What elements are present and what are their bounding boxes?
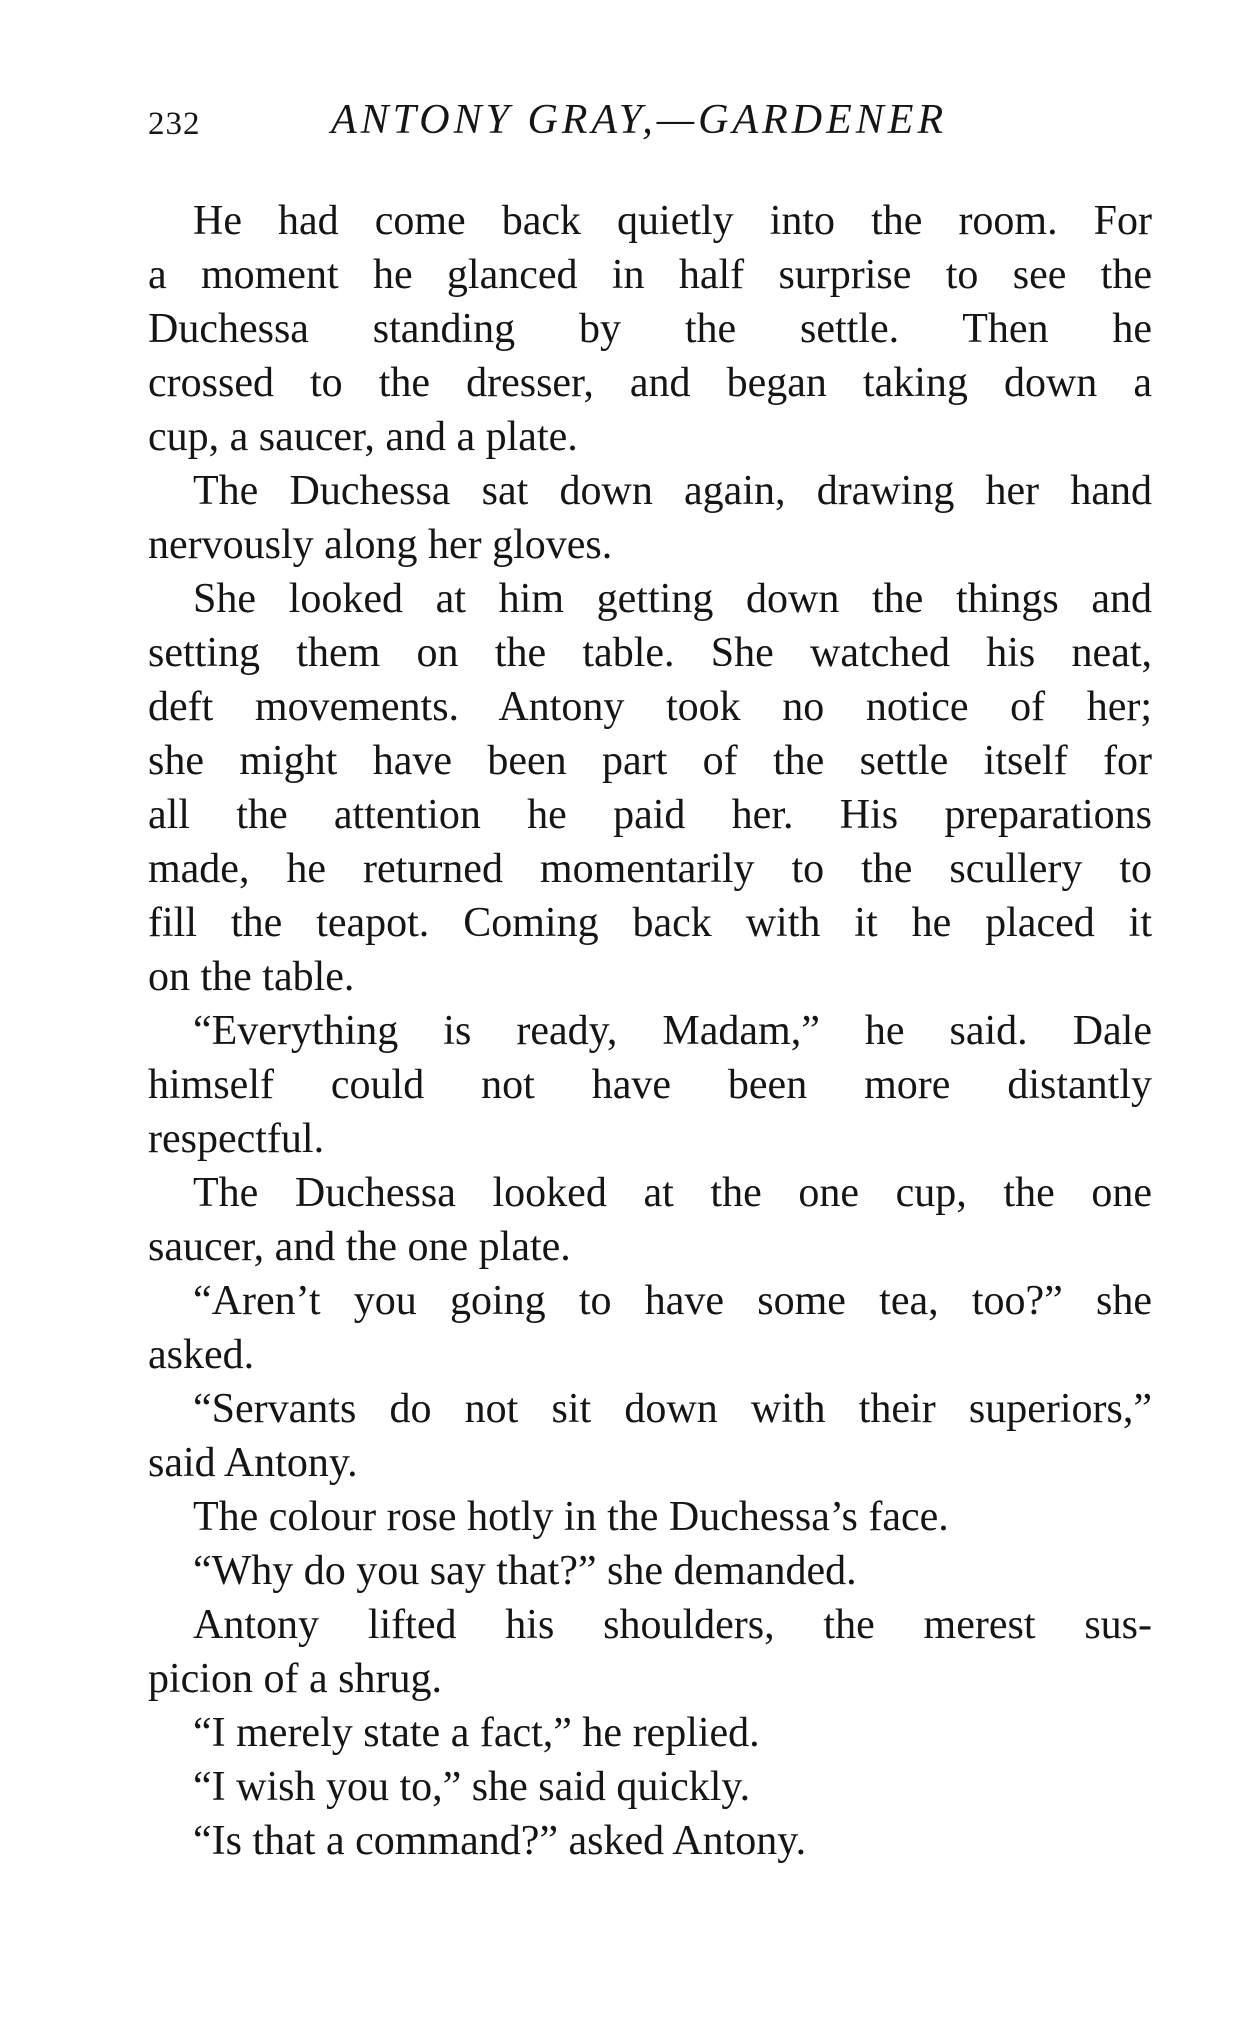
paragraph [148, 194, 1152, 464]
paragraph [148, 1274, 1152, 1382]
text-line: “Is that a command?” asked Antony. [193, 1818, 807, 1864]
text-line: picion of a shrug. [148, 1656, 442, 1702]
text-line: setting them on the table. She watched his neat, [148, 630, 1152, 676]
paragraph [148, 1760, 1152, 1814]
paragraph [148, 1166, 1152, 1274]
text-line: The Duchessa sat down again, drawing her hand [193, 468, 1152, 514]
text-line: asked. [148, 1332, 255, 1378]
text-line: made, he returned momentarily to the scullery to [148, 846, 1152, 892]
text-line: himself could not have been more distantly [148, 1062, 1152, 1108]
text-line: a moment he glanced in half surprise to see the [148, 252, 1152, 298]
text-line: “Everything is ready, Madam,” he said. Dale [193, 1008, 1152, 1054]
text-line: all the attention he paid her. His preparations [148, 792, 1152, 838]
text-line: “Why do you say that?” she demanded. [193, 1548, 857, 1594]
text-line: The colour rose hotly in the Duchessa’s face. [193, 1494, 949, 1540]
text-line: saucer, and the one plate. [148, 1224, 571, 1270]
text-line: said Antony. [148, 1440, 358, 1486]
body-text [148, 194, 1152, 1868]
text-line: “Servants do not sit down with their superiors,” [193, 1386, 1152, 1432]
paragraph [148, 464, 1152, 572]
paragraph [148, 572, 1152, 1004]
text-line: “I merely state a fact,” he replied. [193, 1710, 760, 1756]
paragraph [148, 1706, 1152, 1760]
paragraph [148, 1382, 1152, 1490]
paragraph [148, 1004, 1152, 1166]
text-line: deft movements. Antony took no notice of her; [148, 684, 1152, 730]
paragraph [148, 1490, 1152, 1544]
text-line: respectful. [148, 1116, 325, 1162]
paragraph [148, 1598, 1152, 1706]
running-title: ANTONY GRAY,—GARDENER [331, 97, 948, 143]
text-line: Antony lifted his shoulders, the merest sus- [193, 1602, 1152, 1648]
text-line: Duchessa standing by the settle. Then he [148, 306, 1152, 352]
running-head [148, 96, 1148, 152]
text-line: crossed to the dresser, and began taking down a [148, 360, 1152, 406]
text-line: nervously along her gloves. [148, 522, 613, 568]
text-line: He had come back quietly into the room. For [193, 198, 1152, 244]
text-line: “Aren’t you going to have some tea, too?” she [193, 1278, 1152, 1324]
paragraph [148, 1814, 1152, 1868]
text-line: fill the teapot. Coming back with it he placed it [148, 900, 1152, 946]
text-line: she might have been part of the settle itself for [148, 738, 1152, 784]
text-line: The Duchessa looked at the one cup, the one [193, 1170, 1152, 1216]
text-line: cup, a saucer, and a plate. [148, 414, 578, 460]
text-line: “I wish you to,” she said quickly. [193, 1764, 751, 1810]
paragraph [148, 1544, 1152, 1598]
page-number: 232 [148, 106, 201, 142]
text-line: on the table. [148, 954, 355, 1000]
text-line: She looked at him getting down the things and [193, 576, 1152, 622]
